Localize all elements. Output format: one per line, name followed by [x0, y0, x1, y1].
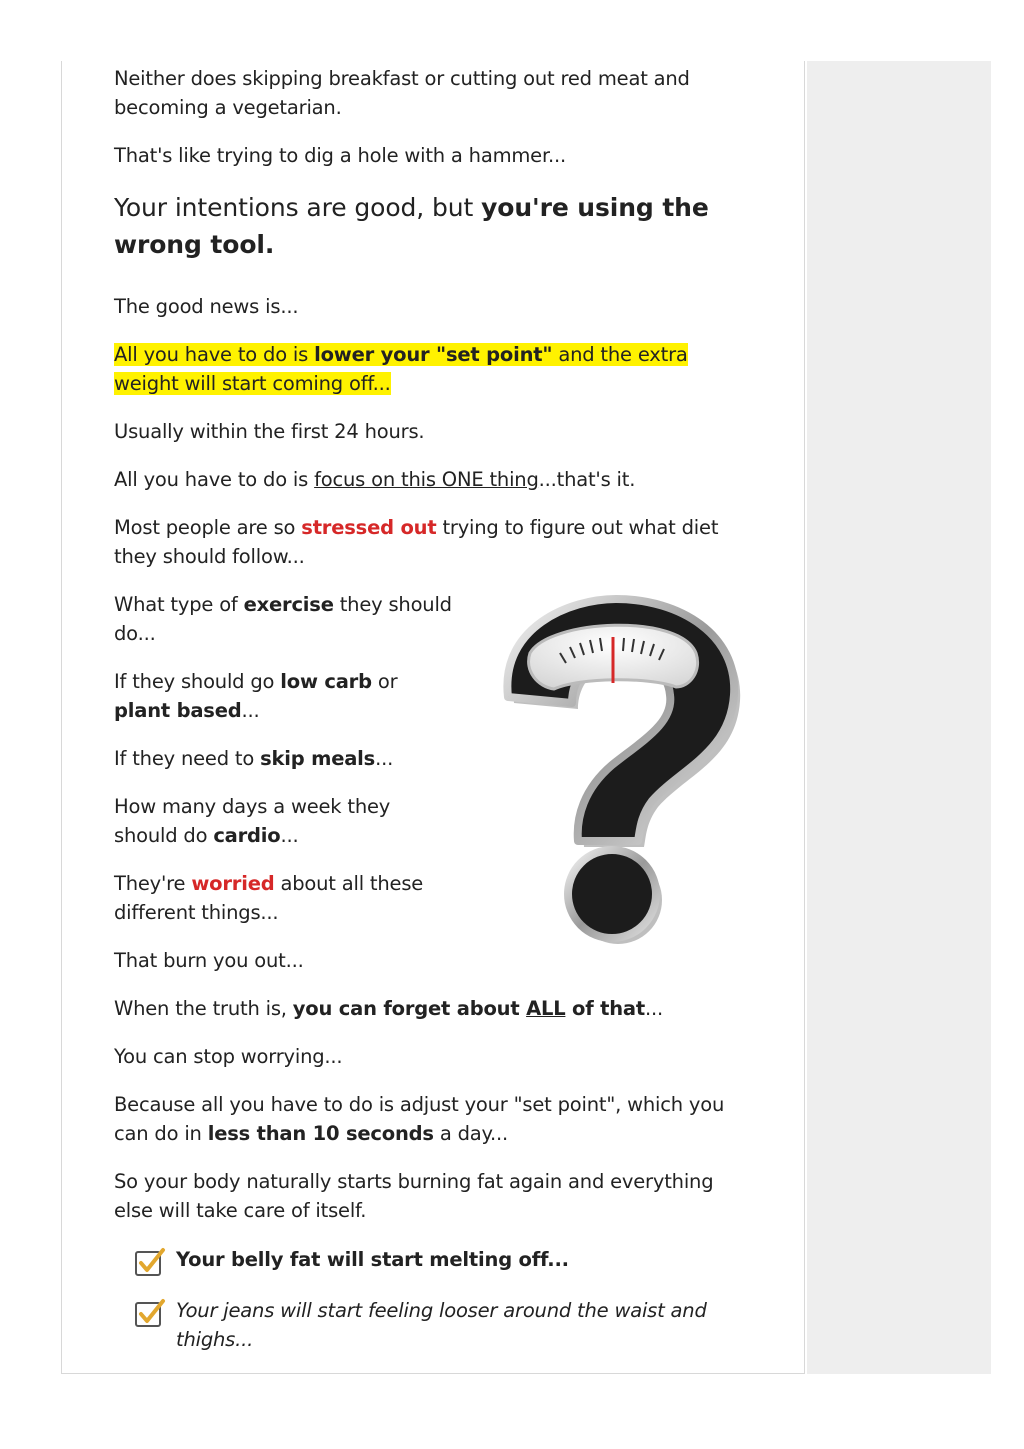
- underlined-phrase: focus on this ONE thing: [314, 468, 539, 491]
- checklist-item: Your jeans will start feeling looser around the waist and thighs...: [134, 1296, 756, 1354]
- paragraph: What type of exercise they should do...: [114, 593, 452, 645]
- highlight: All you have to do is lower your "set point" and the extra weight will start coming off...: [114, 343, 688, 395]
- paragraph: If they need to skip meals...: [114, 747, 394, 770]
- paragraph: Usually within the first 24 hours.: [114, 420, 425, 443]
- question-mark-scale-icon: [480, 591, 752, 951]
- checkbox-check-icon: [134, 1298, 166, 1328]
- paragraph: They're worried about all these different things...: [114, 872, 424, 924]
- headline: Your intentions are good, but you're using the wrong tool.: [114, 193, 709, 259]
- checklist-item: Your belly fat will start melting off...: [134, 1245, 756, 1277]
- paragraph: That's like trying to dig a hole with a hammer...: [114, 144, 567, 167]
- paragraph: Neither does skipping breakfast or cutting out red meat and becoming a vegetarian.: [114, 67, 690, 119]
- paragraph: That burn you out...: [114, 949, 304, 972]
- highlighted-paragraph: [114, 340, 756, 398]
- checkbox-check-icon: [134, 1247, 166, 1277]
- paragraph: You can stop worrying...: [114, 1045, 343, 1068]
- checklist: [134, 1245, 756, 1354]
- paragraph: All you have to do is focus on this ONE thing...that's it.: [114, 468, 636, 491]
- paragraph: If they should go low carb or plant based...: [114, 670, 398, 722]
- paragraph: How many days a week they should do cardio...: [114, 795, 391, 847]
- paragraph: Most people are so stressed out trying to figure out what diet they should follow...: [114, 516, 719, 568]
- paragraph: So your body naturally starts burning fat again and everything else will take care of itself.: [114, 1170, 714, 1222]
- paragraph: The good news is...: [114, 295, 299, 318]
- paragraph: Because all you have to do is adjust your "set point", which you can do in less than 10 seconds a day...: [114, 1093, 725, 1145]
- paragraph: When the truth is, you can forget about ALL of that...: [114, 997, 663, 1020]
- sidebar: [807, 61, 991, 1374]
